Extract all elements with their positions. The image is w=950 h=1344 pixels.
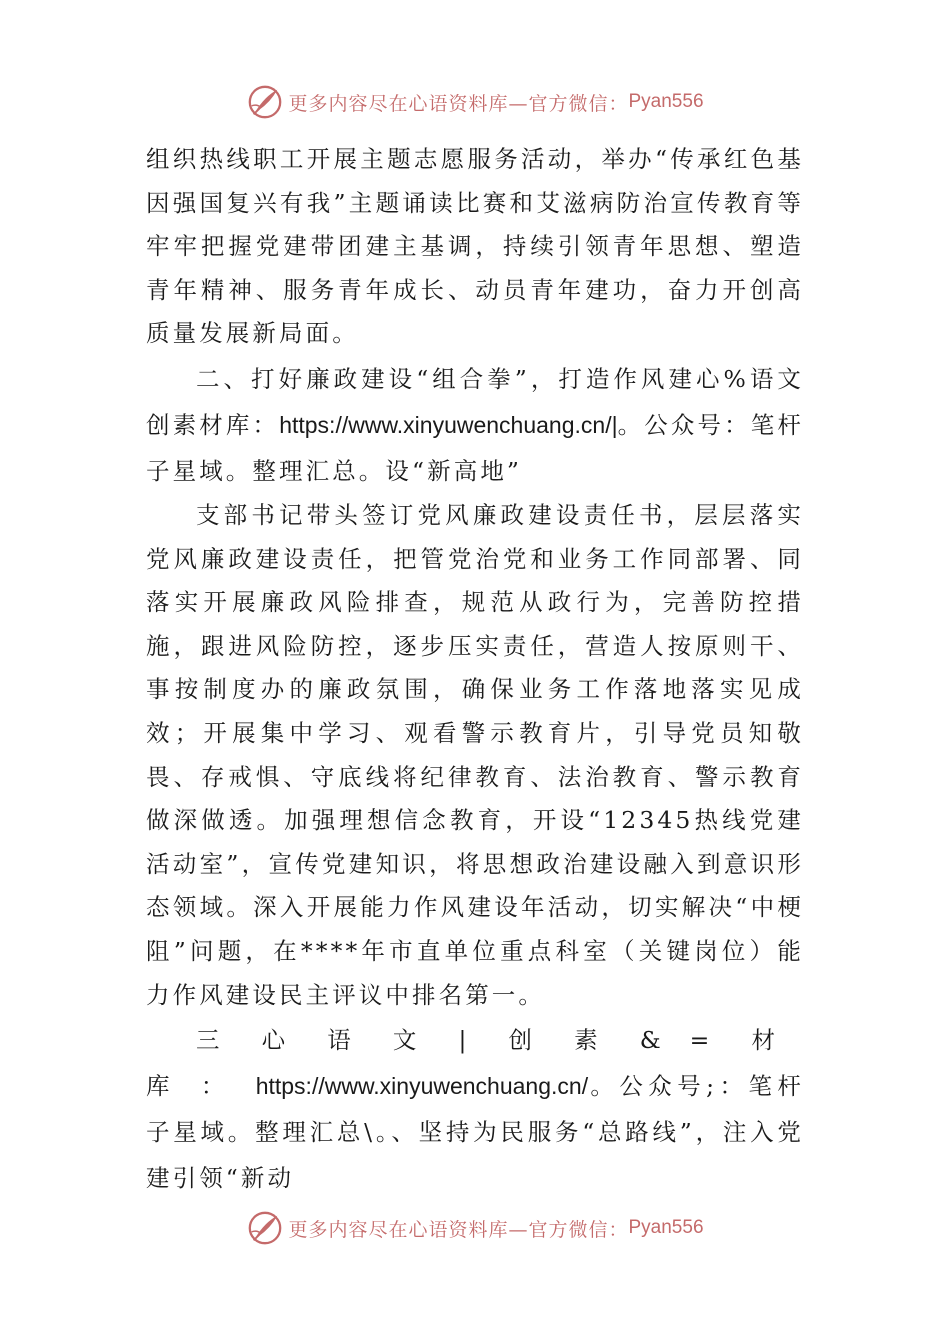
paragraph-4 [146,1017,804,1201]
header-banner [0,80,950,124]
paragraph-2 [146,356,804,494]
paragraph-2-text-a: 二、打好廉政建设“组合拳”，打造作风建心%语文创素材库： [146,364,804,439]
paragraph-1: 组织热线职工开展主题志愿服务活动，举办“传承红色基因强国复兴有我”主题诵读比赛和艾滋病防治宣传教育等牢牢把握党建带团建主基调，持续引领青年思想、塑造青年精神、服务青年成长、动员青年建功，奋力开创高质量发展新局面。 [146,145,804,348]
paragraph-2-url: https://www.xinyuwenchuang.cn/| [279,411,618,438]
footer-banner [0,1206,950,1250]
quill-logo-icon [246,83,284,121]
quill-logo-icon [246,1209,284,1247]
footer-banner-text: 更多内容尽在心语资料库—官方微信： [288,1218,629,1241]
paragraph-2-text-b: 。公众号：笔杆子星域。整理汇总。设“新高地” [146,410,805,485]
paragraph-4-text-a: 三心语文|创素&=材库： [146,1026,804,1101]
header-banner-id: Pyan556 [628,91,704,112]
paragraph-4-url: https://www.xinyuwenchuang.cn/ [255,1073,589,1100]
document-body [146,138,804,1201]
paragraph-4-text-b: 。公众号;：笔杆子星域。整理汇总\。、坚持为民服务“总路线”，注入党建引领“新动 [146,1072,805,1193]
header-banner-text: 更多内容尽在心语资料库—官方微信： [288,92,629,115]
paragraph-3: 支部书记带头签订党风廉政建设责任书，层层落实党风廉政建设责任，把管党治党和业务工作同部署、同落实开展廉政风险排查，规范从政行为，完善防控措施，跟进风险防控，逐步压实责任，营造人按原则干、事按制度办的廉政氛围，确保业务工作落地落实见成效；开展集中学习、观看警示教育片，引导党员知敬畏、存戒惧、守底线将纪律教育、法治教育、警示教育做深做透。加强理想信念教育，开设“12345热线党建活动室”，宣传党建知识，将思想政治建设融入到意识形态领域。深入开展能力作风建设年活动，切实解决“中梗阻”问题，在****年市直单位重点科室（关键岗位）能力作风建设民主评议中排名第一。 [146,500,804,1009]
footer-banner-id: Pyan556 [628,1217,704,1238]
